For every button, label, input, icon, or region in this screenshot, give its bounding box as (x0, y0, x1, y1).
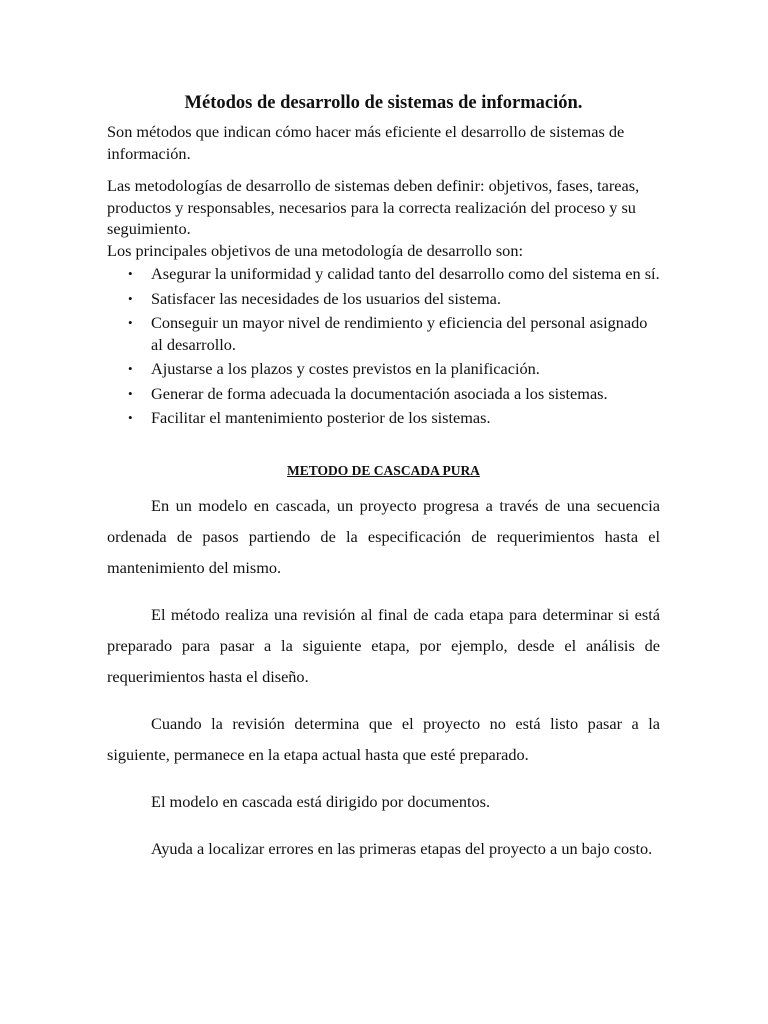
objectives-intro: Los principales objetivos de una metodología de desarrollo son: (107, 240, 523, 260)
section-title: METODO DE CASCADA PURA (287, 462, 480, 478)
list-item (107, 407, 660, 429)
bullet-icon: • (128, 361, 133, 376)
list-item-text: Satisfacer las necesidades de los usuarios del sistema. (151, 288, 501, 308)
cascade-paragraph: Ayuda a localizar errores en las primeras etapas del proyecto a un bajo costo. (151, 838, 653, 858)
list-item-text: Ajustarse a los plazos y costes previstos en la planificación. (151, 359, 540, 378)
list-item (107, 383, 660, 405)
cascade-paragraph: En un modelo en cascada, un proyecto progresa a través de una secuencia ordenada de pasos partiendo de la especificación de requerimientos hasta el mantenimiento del mismo. (107, 495, 660, 577)
bullet-icon: • (128, 266, 133, 281)
list-item (107, 288, 660, 310)
paragraph-gap (107, 164, 660, 175)
cascade-paragraph: Cuando la revisión determina que el proyecto no está listo pasar a la siguiente, permanece en la etapa actual hasta que esté preparado. (107, 713, 660, 764)
list-item-text: Asegurar la uniformidad y calidad tanto del desarrollo como del sistema en sí. (151, 264, 660, 283)
list-item-text: Conseguir un mayor nivel de rendimiento y eficiencia del personal asignado al desarrollo. (151, 313, 648, 354)
cascade-paragraph: El método realiza una revisión al final de cada etapa para determinar si está preparado para pasar a la siguiente etapa, por ejemplo, desde el análisis de requerimientos hasta el diseño. (107, 604, 660, 686)
document-title: Métodos de desarrollo de sistemas de información. (184, 93, 583, 113)
list-item-text: Facilitar el mantenimiento posterior de los sistemas. (151, 408, 491, 427)
list-item (107, 358, 660, 380)
list-item (107, 312, 660, 355)
methodologies-paragraph: Las metodologías de desarrollo de sistemas deben definir: objetivos, fases, tareas, productos y responsables, necesarios para la correcta realización del proceso y su seguimiento. (107, 176, 640, 238)
list-item-text: Generar de forma adecuada la documentación asociada a los sistemas. (151, 383, 608, 403)
list-item (107, 263, 660, 285)
bullet-icon: • (128, 290, 133, 306)
bullet-icon: • (128, 385, 133, 401)
cascade-paragraph: El modelo en cascada está dirigido por documentos. (151, 791, 491, 811)
objectives-list (107, 263, 660, 429)
bullet-icon: • (128, 410, 133, 425)
intro-paragraph: Son métodos que indican cómo hacer más eficiente el desarrollo de sistemas de información. (107, 122, 625, 163)
bullet-icon: • (128, 315, 133, 330)
